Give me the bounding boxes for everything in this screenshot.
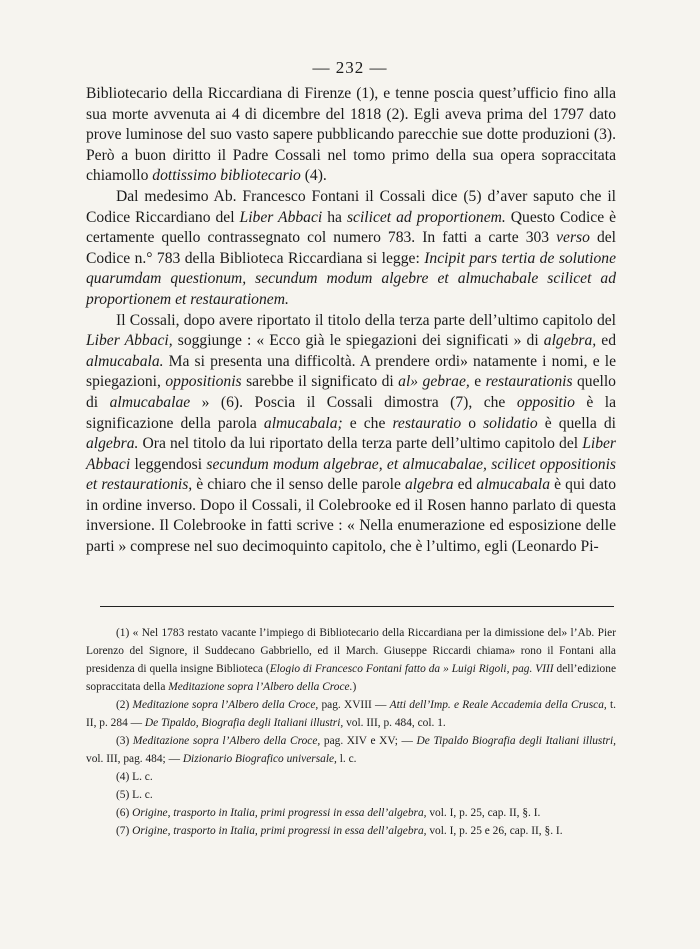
text-run: (6) <box>116 807 133 819</box>
italic-text: restaurationis <box>485 373 573 391</box>
italic-text: al» gebrae, <box>398 373 470 391</box>
italic-text: secundum modum algebrae, et almucabalae, scilicet oppositionis et restaurationis, <box>86 455 616 494</box>
text-run: vol. I, p. 25 e 26, cap. II, §. I. <box>426 825 563 837</box>
text-run: t. II, p. 284 — <box>86 699 616 729</box>
footnote <box>86 822 616 840</box>
text-run: soggiunge : « Ecco già le spiegazioni dei significati » di <box>172 332 544 350</box>
italic-text: Origine, trasporto in Italia, primi progressi in essa dell’algebra, <box>132 807 427 819</box>
text-run: è la significazione della parola <box>86 393 616 432</box>
text-run: vol. I, p. 25, cap. II, §. I. <box>426 807 541 819</box>
text-run: (3) <box>116 735 133 747</box>
text-run: o <box>461 414 484 432</box>
text-run: pag. XIV e XV; — <box>320 735 417 747</box>
italic-text: Meditazione sopra l’Albero della Croce, <box>132 735 321 747</box>
italic-text: scilicet ad proportionem. <box>346 208 506 226</box>
text-run: e <box>469 373 486 391</box>
text-run: è chiaro che il senso delle parole <box>192 476 405 494</box>
text-run: leggendosi <box>130 455 207 473</box>
text-run: (7) <box>116 825 133 837</box>
italic-text: De Tipaldo, Biografia degli Italiani illustri, <box>144 717 344 729</box>
text-run: (2) <box>116 699 133 711</box>
text-run: vol. III, p. 484, col. 1. <box>343 717 446 729</box>
italic-text: algebra, <box>543 332 597 350</box>
text-run: Questo Codice è certamente quello contrassegnato col numero 783. In fatti a carte 303 <box>86 208 617 247</box>
text-run: Bibliotecario della Riccardiana di Firenze (1), e tenne poscia quest’ufficio fino alla sua morte avvenuta ai 4 di dicembre del 1818 (2). Egli aveva prima del 1797 dato prove luminose del suo vasto sapere pubblicando parecchie sue dotte produzioni (3). Però a buon diritto il Padre Cossali nel tomo primo della sua opera sopraccitata chiamollo <box>86 85 616 185</box>
italic-text: almucabalae <box>109 393 191 411</box>
italic-text: algebra. <box>86 435 139 453</box>
footnotes <box>86 624 616 840</box>
italic-text: Liber Abbaci <box>239 208 323 226</box>
text-run: » (6). Poscia il Cossali dimostra (7), che <box>190 393 517 411</box>
italic-text: Liber Abbaci, <box>86 332 173 350</box>
text-run: (5) L. c. <box>116 789 153 801</box>
italic-text: solidatio <box>483 414 538 432</box>
text-run: Il Cossali, dopo avere riportato il titolo della terza parte dell’ultimo capitolo del <box>116 311 616 329</box>
paragraph <box>86 84 616 187</box>
text-run: ) <box>352 681 357 693</box>
text-run: del Codice n.° 783 della Biblioteca Riccardiana si legge: <box>86 229 616 267</box>
text-run: vol. III, pag. 484; — <box>86 753 183 765</box>
italic-text: verso <box>556 229 590 247</box>
text-run: l. c. <box>336 753 357 765</box>
italic-text: almucabala <box>476 476 551 494</box>
italic-text: almucabala. <box>86 352 164 370</box>
footnote <box>86 624 616 696</box>
italic-text: Elogio di Francesco Fontani fatto da » Luigi Rigoli, pag. VIII <box>269 663 554 675</box>
italic-text: Meditazione sopra l’Albero della Croce. <box>168 681 353 693</box>
page-number: — 232 — <box>312 58 388 77</box>
footnote <box>86 696 616 732</box>
text-run: Dal medesimo Ab. Francesco Fontani il Cossali dice (5) d’aver saputo che il Codice Riccardiano del <box>86 187 616 226</box>
text-run: quello di <box>86 373 616 411</box>
italic-text: Dizionario Biografico universale, <box>182 753 337 765</box>
text-run: sarebbe il significato di <box>241 373 399 391</box>
italic-text: oppositio <box>516 393 575 411</box>
footnote <box>86 804 616 822</box>
text-run: pag. XVIII — <box>318 699 390 711</box>
italic-text: restauratio <box>392 414 462 432</box>
text-run: è quella di <box>537 414 616 432</box>
footnote-divider <box>100 606 614 607</box>
paragraph <box>86 187 616 311</box>
main-text <box>86 84 616 558</box>
text-run: Ma si presenta una difficoltà. A prendere ordi» natamente i nomi, e le spiegazioni, <box>86 352 616 391</box>
text-run: ed <box>596 332 616 350</box>
text-run: dell’edizione sopraccitata della <box>86 663 617 693</box>
text-run: ha <box>322 208 347 226</box>
italic-text: Meditazione sopra l’Albero della Croce, <box>132 699 319 711</box>
text-run: (1) « Nel 1783 restato vacante l’impiego di Bibliotecario della Riccardiana per la dimissione del» l’Ab. Pier Lorenzo del Signore, il Suddecano Gabbriello, ed il March. Giuseppe Riccardi chiama» rono il Fontani alla presidenza di quella insigne Biblioteca ( <box>86 627 616 675</box>
text-run: (4). <box>300 167 327 185</box>
italic-text: oppositionis <box>165 373 242 391</box>
italic-text: algebra <box>404 476 454 494</box>
text-run: (4) L. c. <box>116 771 153 783</box>
italic-text: Atti dell’Imp. e Reale Accademia della Crusca, <box>389 699 607 711</box>
text-run: Ora nel titolo da lui riportato della terza parte dell’ultimo capitolo del <box>138 435 583 453</box>
italic-text: De Tipaldo Biografia degli Italiani illustri, <box>416 735 616 747</box>
paragraph <box>86 311 616 558</box>
text-run: è qui dato in ordine inverso. Dopo il Cossali, il Colebrooke ed il Rosen hanno parlato di questa inversione. Il Colebrooke in fatti scrive : « Nella enumerazione ed esposizione delle parti » comprese nel suo decimoquinto capitolo, che è l’ultimo, egli (Leonardo Pi- <box>86 476 617 556</box>
text-run: ed <box>453 476 477 494</box>
italic-text: Liber Abbaci <box>86 435 616 473</box>
footnote <box>86 768 616 786</box>
text-run: e che <box>342 414 393 432</box>
italic-text: dottissimo bibliotecario <box>152 167 301 185</box>
footnote <box>86 732 616 768</box>
italic-text: almucabala; <box>263 414 343 432</box>
italic-text: Incipit pars tertia de solutione quarumdam questionum, secundum modum algebre et almuchabale scilicet ad proportionem et restaurationem. <box>86 249 616 308</box>
italic-text: Origine, trasporto in Italia, primi progressi in essa dell’algebra, <box>132 825 427 837</box>
footnote <box>86 786 616 804</box>
